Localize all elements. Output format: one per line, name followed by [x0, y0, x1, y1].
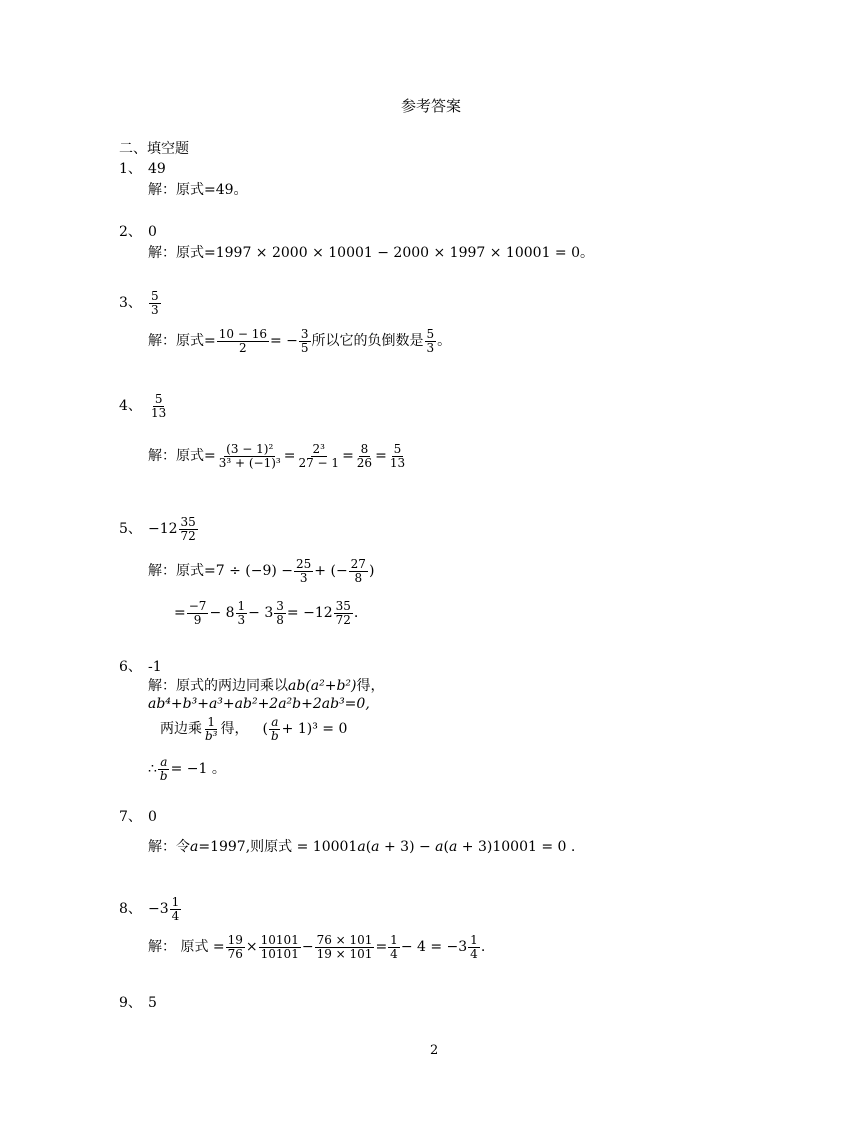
- answer-1-number: 1、: [119, 161, 142, 177]
- answer-6-value: -1: [148, 659, 162, 675]
- page-title: 参考答案: [401, 97, 462, 115]
- answer-1-solution: 解：原式=49。: [148, 182, 248, 198]
- answer-6-solution-line2: ab⁴+b³+a³+ab²+2a²b+2ab³=0,: [148, 696, 370, 712]
- answer-6-solution-line3: 两边乘 $\frac{1}{\text{b³}}$ 得， ( $\frac{a}{b}$ + 1)³ = 0: [160, 715, 348, 743]
- answer-2-solution: 解：原式=1997 × 2000 × 10001 − 2000 × 1997 × 10001 = 0。: [148, 245, 595, 261]
- answer-5-line: 5、 −12 $\frac{35}{72}$: [119, 515, 196, 543]
- answer-3-number: 3、: [119, 295, 142, 312]
- answer-2-number: 2、: [119, 224, 142, 240]
- answer-6-solution-line1: 解：原式的两边同乘以ab(a²+b²)得，: [148, 678, 385, 694]
- answer-8-line: 8、 −3 $\frac{1}{4}$: [119, 895, 180, 923]
- answer-4-line: [119, 393, 169, 419]
- answer-4-solution: 解：原式= $\frac{\text{(3 − 1)²}}{\text{3³ + (−1)³}}$ = $\frac{\text{2³}}{27 - 1}$ = $\frac{8}{26}$ = $\frac{5}{13}$: [148, 442, 406, 470]
- answer-8-number: 8、: [119, 901, 142, 918]
- answer-4-number: 4、: [119, 398, 142, 415]
- answer-8-solution: 解： 原式 = $\frac{19}{76}$ × $\frac{10101}{10101}$ − $\frac{76 \times 101}{19 \times 101}$ = $\frac{1}{4}$ − 4 = −3 $\frac{1}{4}$ .: [148, 933, 486, 961]
- answer-6-solution-line4: ∴ $\frac{a}{b}$ = −1 。: [148, 755, 226, 783]
- answer-1-value: 49: [148, 161, 166, 177]
- answer-7-solution: 解：令a=1997,则原式 = 10001a(a + 3) − a(a + 3)10001 = 0 .: [148, 839, 576, 855]
- answer-7-number: 7、: [119, 809, 142, 825]
- answer-3-line: [119, 290, 162, 316]
- answer-9-value: 5: [148, 995, 157, 1011]
- answer-5-number: 5、: [119, 521, 142, 538]
- answer-2-value: 0: [148, 224, 157, 240]
- answer-5-solution-line2: = $\frac{-7}{9}$ − 8 $\frac{1}{3}$ − 3 $\frac{3}{8}$ = −12 $\frac{35}{72}$ .: [174, 599, 359, 627]
- answer-9-number: 9、: [119, 995, 142, 1011]
- answer-4-fraction: $\frac{5}{13}$: [151, 392, 167, 420]
- page-number: 2: [430, 1043, 439, 1058]
- answer-7-value: 0: [148, 809, 157, 825]
- answer-6-number: 6、: [119, 659, 142, 675]
- answer-3-fraction: $\frac{5}{3}$: [151, 289, 159, 317]
- answer-3-solution: 解：原式= $\frac{10 - 16}{2}$ = − $\frac{3}{5}$ 所以它的负倒数是 $\frac{5}{3}$ 。: [148, 327, 452, 355]
- answer-5-solution-line1: 解：原式=7 ÷ (−9) − $\frac{25}{3}$ + (− $\frac{27}{8}$ ): [148, 557, 375, 585]
- section-heading: 二、填空题: [119, 141, 189, 157]
